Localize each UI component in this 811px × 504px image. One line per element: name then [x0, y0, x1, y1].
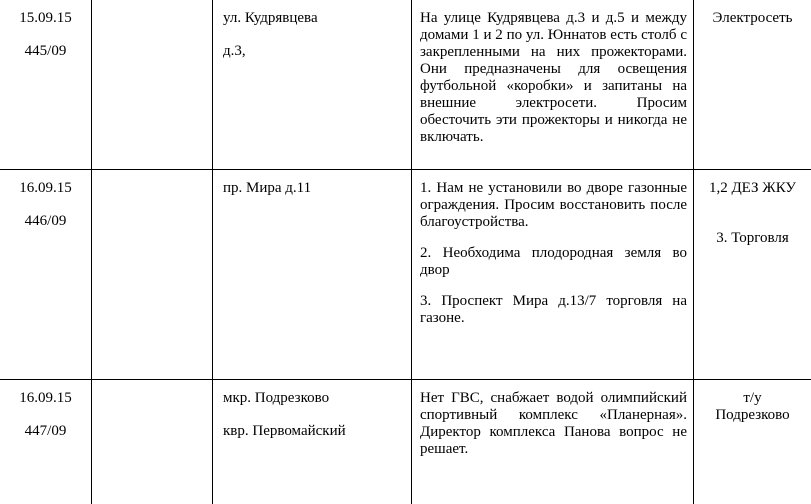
empty-cell [92, 379, 213, 504]
table-row [0, 0, 811, 169]
date-cell [0, 169, 92, 379]
date: 15.09.15 [0, 10, 91, 27]
address-line: ул. Кудрявцева [223, 10, 411, 27]
date: 16.09.15 [0, 390, 91, 407]
address-cell [213, 169, 412, 379]
description-text: 1. Нам не установили во дворе газонные ограждения. Просим восстановить после благоустройства. [420, 180, 687, 231]
organization: 3. Торговля [694, 230, 811, 247]
organization-cell [694, 0, 811, 169]
table-row [0, 169, 811, 379]
address-cell [213, 0, 412, 169]
organization: Подрезково [694, 407, 811, 424]
request-number: 447/09 [0, 423, 91, 440]
description-text: 2. Необходима плодородная земля во двор [420, 245, 687, 279]
description-cell [412, 379, 694, 504]
address-line: квр. Первомайский [223, 423, 411, 440]
date-cell [0, 0, 92, 169]
request-number: 445/09 [0, 43, 91, 60]
address-line: мкр. Подрезково [223, 390, 411, 407]
empty-cell [92, 169, 213, 379]
date: 16.09.15 [0, 180, 91, 197]
organization-cell [694, 169, 811, 379]
description-cell [412, 0, 694, 169]
description-text: 3. Проспект Мира д.13/7 торговля на газоне. [420, 293, 687, 327]
address-cell [213, 379, 412, 504]
organization: т/у [694, 390, 811, 407]
date-cell [0, 379, 92, 504]
description-text: На улице Кудрявцева д.3 и д.5 и между домами 1 и 2 по ул. Юннатов есть столб с закрепленными на них прожекторами. Они предназначены для освещения футбольной «коробки» и запитаны на внешние электросети. Просим обесточить эти прожекторы и никогда не включать. [420, 10, 687, 146]
description-cell [412, 169, 694, 379]
request-number: 446/09 [0, 213, 91, 230]
address-line: пр. Мира д.11 [223, 180, 411, 197]
table-row [0, 379, 811, 504]
organization: Электросеть [694, 10, 811, 27]
organization-cell [694, 379, 811, 504]
empty-cell [92, 0, 213, 169]
description-text: Нет ГВС, снабжает водой олимпийский спортивный комплекс «Планерная». Директор комплекса Панова вопрос не решает. [420, 390, 687, 458]
address-line: д.3, [223, 43, 411, 60]
organization: 1,2 ДЕЗ ЖКУ [694, 180, 811, 197]
